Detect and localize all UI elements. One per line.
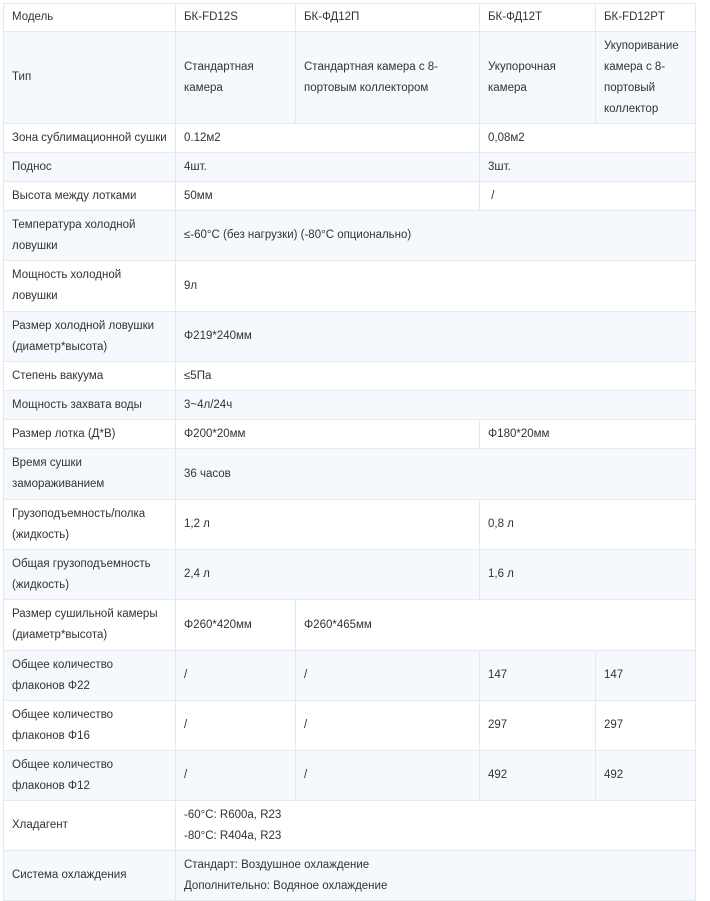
table-cell: 4шт. — [176, 153, 480, 182]
row-label: Грузоподъемность/полка (жидкость) — [4, 500, 176, 550]
refrigerant-line-80: -80°C: R404a, R23 — [184, 829, 282, 842]
table-cell: 492 — [480, 751, 596, 801]
table-row-chamber-size — [4, 600, 696, 651]
row-label: Мощность холодной ловушки — [4, 261, 176, 312]
table-cell: / — [480, 182, 696, 211]
table-cell: 297 — [596, 701, 696, 751]
table-cell: 3~4л/24ч — [176, 391, 696, 420]
row-label: Общее количество флаконов Φ16 — [4, 701, 176, 751]
row-label: Общее количество флаконов Φ12 — [4, 751, 176, 801]
table-row-total-load — [4, 550, 696, 600]
model-fd12pt: БК-FD12PT — [596, 4, 696, 32]
table-row-cold-trap-capacity — [4, 261, 696, 312]
table-row-drying-time — [4, 449, 696, 500]
row-label: Время сушки замораживанием — [4, 449, 176, 500]
table-cell: Укупоривание камера с 8-портовый коллектор — [596, 32, 696, 124]
table-cell — [176, 851, 696, 901]
table-row-vials-12 — [4, 751, 696, 801]
table-cell: 297 — [480, 701, 596, 751]
table-row-cold-trap-temp — [4, 211, 696, 261]
row-label: Степень вакуума — [4, 362, 176, 391]
table-cell — [176, 801, 696, 851]
table-cell: 9л — [176, 261, 696, 312]
table-row-tray-spacing — [4, 182, 696, 211]
table-row-refrigerant — [4, 801, 696, 851]
table-row-model — [4, 4, 696, 32]
row-label: Зона сублимационной сушки — [4, 124, 176, 153]
table-cell: / — [296, 751, 480, 801]
model-fd12t: БК-ФД12Т — [480, 4, 596, 32]
table-cell: / — [176, 651, 296, 701]
table-cell: Φ219*240мм — [176, 312, 696, 362]
table-cell: 2,4 л — [176, 550, 480, 600]
table-cell: 147 — [480, 651, 596, 701]
row-label: Система охлаждения — [4, 851, 176, 901]
cooling-line-optional: Дополнительно: Водяное охлаждение — [184, 879, 388, 892]
table-cell: 1,2 л — [176, 500, 480, 550]
row-label: Общая грузоподъемность (жидкость) — [4, 550, 176, 600]
table-row-cooling — [4, 851, 696, 901]
table-row-load-per-shelf — [4, 500, 696, 550]
table-row-tray-size — [4, 420, 696, 449]
table-cell: / — [296, 651, 480, 701]
table-cell: 147 — [596, 651, 696, 701]
table-cell: Φ180*20мм — [480, 420, 696, 449]
table-cell: 0,8 л — [480, 500, 696, 550]
table-cell: 3шт. — [480, 153, 696, 182]
model-fd12p: БК-ФД12П — [296, 4, 480, 32]
table-cell: Φ200*20мм — [176, 420, 480, 449]
table-cell: 0,08м2 — [480, 124, 696, 153]
model-fd12s: БК-FD12S — [176, 4, 296, 32]
table-cell: Стандартная камера с 8-портовым коллектором — [296, 32, 480, 124]
table-cell: Φ260*465мм — [296, 600, 696, 651]
table-row-trays — [4, 153, 696, 182]
table-cell: / — [296, 701, 480, 751]
row-label: Размер лотка (Д*В) — [4, 420, 176, 449]
row-label: Температура холодной ловушки — [4, 211, 176, 261]
row-label: Размер сушильной камеры (диаметр*высота) — [4, 600, 176, 651]
row-label: Общее количество флаконов Φ22 — [4, 651, 176, 701]
table-row-vials-16 — [4, 701, 696, 751]
specification-table — [3, 3, 696, 901]
table-cell: 492 — [596, 751, 696, 801]
table-cell: ≤5Па — [176, 362, 696, 391]
table-cell: Укупорочная камера — [480, 32, 596, 124]
table-cell: / — [176, 701, 296, 751]
row-label: Размер холодной ловушки (диаметр*высота) — [4, 312, 176, 362]
table-cell: Φ260*420мм — [176, 600, 296, 651]
table-cell: ≤-60°C (без нагрузки) (-80°C опционально) — [176, 211, 696, 261]
table-cell: 0.12м2 — [176, 124, 480, 153]
table-row-water-capture — [4, 391, 696, 420]
row-label: Хладагент — [4, 801, 176, 851]
row-label: Тип — [4, 32, 176, 124]
row-label: Высота между лотками — [4, 182, 176, 211]
table-cell: / — [176, 751, 296, 801]
table-row-vials-22 — [4, 651, 696, 701]
table-row-cold-trap-size — [4, 312, 696, 362]
cooling-line-standard: Стандарт: Воздушное охлаждение — [184, 858, 370, 871]
row-label: Модель — [4, 4, 176, 32]
table-row-type — [4, 32, 696, 124]
table-row-sublimation-area — [4, 124, 696, 153]
table-cell: Стандартная камера — [176, 32, 296, 124]
table-row-vacuum — [4, 362, 696, 391]
row-label: Мощность захвата воды — [4, 391, 176, 420]
refrigerant-line-60: -60°C: R600a, R23 — [184, 808, 282, 821]
row-label: Поднос — [4, 153, 176, 182]
table-cell: 50мм — [176, 182, 480, 211]
table-cell: 36 часов — [176, 449, 696, 500]
table-cell: 1,6 л — [480, 550, 696, 600]
